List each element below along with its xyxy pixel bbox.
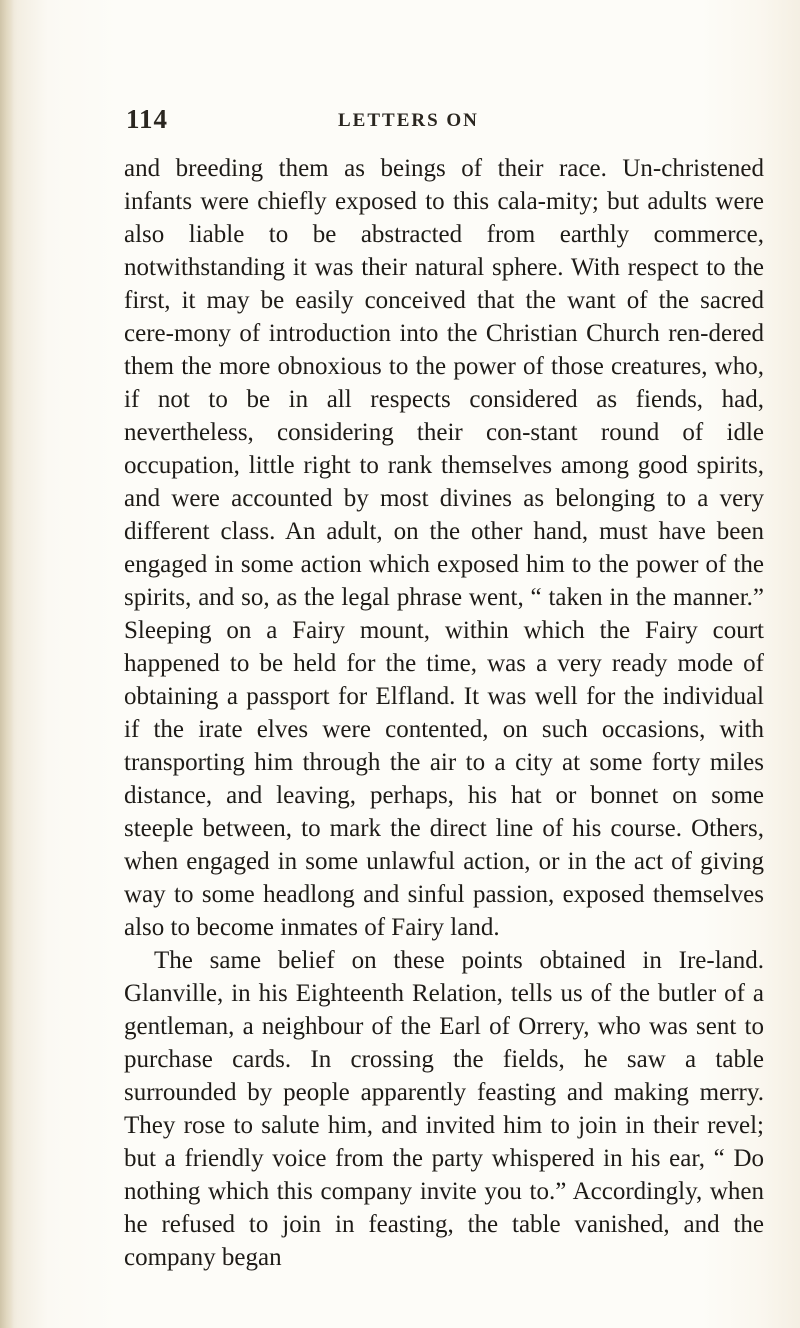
body-text	[124, 152, 764, 1274]
paragraph-ireland: The same belief on these points obtained in Ire-land. Glanville, in his Eighteenth Relation, tells us of the butler of a gentleman, a neighbour of the Earl of Orrery, who was sent to purchase cards. In crossing the fields, he saw a table surrounded by people apparently feasting and making merry. They rose to salute him, and invited him to join in their revel; but a friendly voice from the party whispered in his ear, “ Do nothing which this company invite you to.” Accordingly, when he refused to join in feasting, the table vanished, and the company began	[124, 947, 764, 1271]
running-head: LETTERS ON	[338, 110, 479, 131]
page-gutter-shadow	[0, 0, 14, 1328]
page-header	[126, 104, 786, 138]
page-number: 114	[126, 104, 169, 134]
paragraph-continuation: and breeding them as beings of their race. Un-christened infants were chiefly exposed to this cala-mity; but adults were also liable to be abstracted from earthly commerce, notwithstanding it was their natural sphere. With respect to the first, it may be easily conceived that the want of the sacred cere-mony of introduction into the Christian Church ren-dered them the more obnoxious to the power of those creatures, who, if not to be in all respects considered as fiends, had, nevertheless, considering their con-stant round of idle occupation, little right to rank themselves among good spirits, and were accounted by most divines as belonging to a very different class. An adult, on the other hand, must have been engaged in some action which exposed him to the power of the spirits, and so, as the legal phrase went, “ taken in the manner.” Sleeping on a Fairy mount, within which the Fairy court happened to be held for the time, was a very ready mode of obtaining a passport for Elfland. It was well for the individual if the irate elves were contented, on such occasions, with transporting him through the air to a city at some forty miles distance, and leaving, perhaps, his hat or bonnet on some steeple between, to mark the direct line of his course. Others, when engaged in some unlawful action, or in the act of giving way to some headlong and sinful passion, exposed themselves also to become inmates of Fairy land.	[124, 155, 764, 941]
